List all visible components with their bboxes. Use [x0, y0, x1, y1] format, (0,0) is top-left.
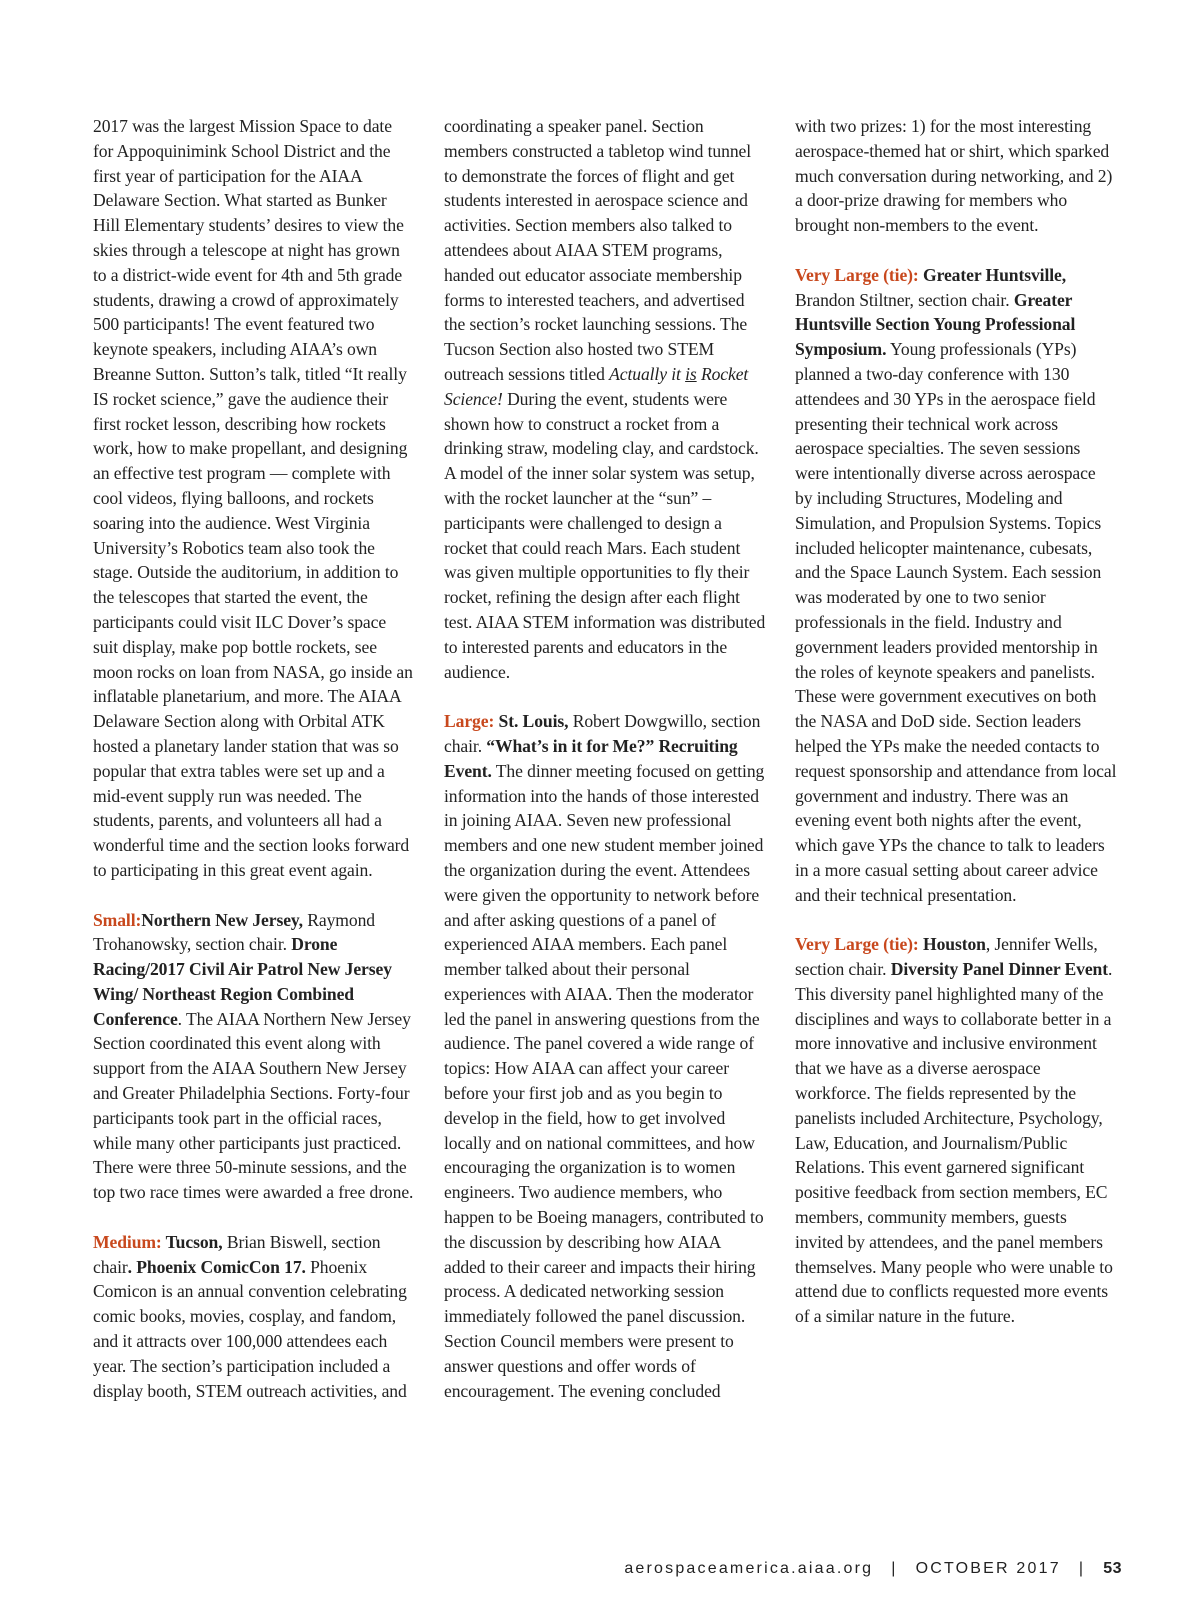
event-name: Greater Huntsville Section Young Professional Symposium.: [795, 289, 1076, 360]
award-very-large-huntsville-paragraph: [795, 263, 1117, 908]
article-column-3: [795, 114, 1117, 1354]
article-column-2: [444, 114, 766, 1428]
award-large-paragraph: [444, 709, 766, 1403]
tucson-continued-paragraph: coordinating a speaker panel. Section members constructed a tabletop wind tunnel to demonstrate the forces of flight and get students interested in aerospace science and activities. Section members also talked to attendees about AIAA STEM programs, handed out educator associate membership forms to interested teachers, and advertised the section’s rocket launching sessions. The Tucson Section also hosted two STEM outreach sessions titled Actually it is Rocket Science! During the event, students were shown how to construct a rocket from a drinking straw, modeling clay, and cardstock. A model of the inner solar system was setup, with the rocket launcher at the “sun” – participants were challenged to design a rocket that could reach Mars. Each student was given multiple opportunities to fly their rocket, refining the design after each flight test. AIAA STEM information was distributed to interested parents and educators in the audience.: [444, 116, 766, 682]
award-category-label: Very Large (tie):: [795, 934, 919, 955]
section-chair: Brian Biswell, section chair: [93, 1231, 381, 1277]
event-name: . Phoenix ComicCon 17.: [127, 1256, 306, 1277]
section-chair: Brandon Stiltner, section chair.: [795, 289, 1014, 310]
footer-separator: |: [1078, 1560, 1086, 1577]
footer-website: aerospaceamerica.aiaa.org: [624, 1560, 874, 1577]
section-name: Greater Huntsville,: [918, 264, 1067, 285]
award-small-paragraph: [93, 908, 415, 1206]
section-name: Northern New Jersey,: [141, 909, 303, 930]
section-name: Tucson,: [161, 1231, 223, 1252]
award-category-label: Medium:: [93, 1231, 162, 1252]
article-column-1: [93, 114, 415, 1428]
section-name: St. Louis,: [494, 711, 569, 732]
section-chair: Raymond Trohanowsky, section chair.: [93, 909, 375, 955]
footer-issue-date: OCTOBER 2017: [915, 1560, 1061, 1577]
award-category-label: Large:: [444, 711, 495, 732]
section-chair: Robert Dowgwillo, section chair.: [444, 711, 761, 756]
session-title: Actually it is Rocket Science!: [444, 363, 749, 409]
event-name: Diversity Panel Dinner Event: [890, 959, 1109, 980]
event-name: Drone Racing/2017 Civil Air Patrol New Jersey Wing/ Northeast Region Combined Conference: [93, 934, 392, 1029]
page-footer: [624, 1560, 1122, 1578]
page-number: 53: [1103, 1560, 1122, 1577]
section-name: Houston: [918, 934, 986, 955]
st-louis-continued-paragraph: with two prizes: 1) for the most interesting aerospace-themed hat or shirt, which sparked much conversation during networking, and 2) a door-prize drawing for members who brought non-members to the event.: [795, 116, 1113, 236]
intro-paragraph: 2017 was the largest Mission Space to date for Appoquinimink School District and the first year of participation for the AIAA Delaware Section. What started as Bunker Hill Elementary students’ desires to view the skies through a telescope at night has grown to a district-wide event for 4th and 5th grade students, drawing a crowd of approximately 500 participants! The event featured two keynote speakers, including AIAA’s own Breanne Sutton. Sutton’s talk, titled “It really IS rocket science,” gave the audience their first rocket lesson, describing how rockets work, how to make propellant, and designing an effective test program — complete with cool videos, flying balloons, and rockets soaring into the audience. West Virginia University’s Robotics team also took the stage. Outside the auditorium, in addition to the telescopes that started the event, the participants could visit ILC Dover’s space suit display, make pop bottle rockets, see moon rocks on loan from NASA, go inside an inflatable planetarium, and more. The AIAA Delaware Section along with Orbital ATK hosted a planetary lander station that was so popular that extra tables were set up and a mid-event supply run was needed. The students, parents, and volunteers all had a wonderful time and the section looks forward to participating in this great event again.: [93, 116, 413, 880]
award-category-label: Small:: [93, 909, 142, 930]
section-chair: , Jennifer Wells, section chair.: [795, 934, 1098, 980]
award-very-large-houston-paragraph: [795, 932, 1117, 1329]
event-description: Phoenix Comicon is an annual convention celebrating comic books, movies, cosplay, and fandom, and it attracts over 100,000 attendees each year. The section’s participation included a display booth, STEM outreach activities, and: [93, 1256, 407, 1401]
event-name: “What’s in it for Me?” Recruiting Event.: [444, 735, 738, 781]
event-description: . This diversity panel highlighted many of the disciplines and ways to collaborate better in a more innovative and inclusive environment that we have as a diverse aerospace workforce. The fields represented by the panelists included Architecture, Psychology, Law, Education, and Journalism/Public Relations. This event garnered significant positive feedback from section members, EC members, community members, guests invited by attendees, and the panel members themselves. Many people who were unable to attend due to conflicts requested more events of a similar nature in the future.: [795, 959, 1113, 1327]
event-description: The dinner meeting focused on getting information into the hands of those interested in joining AIAA. Seven new professional members and one new student member joined the organization during the event. Attendees were given the opportunity to network before and after asking questions of a panel of experienced AIAA members. Each panel member talked about their personal experiences with AIAA. Then the moderator led the panel in answering questions from the audience. The panel covered a wide range of topics: How AIAA can affect your career before your first job and as you begin to develop in the field, how to get involved locally and on national committees, and how encouraging the organization is to women engineers. Two audience members, who happen to be Boeing managers, contributed to the discussion by describing how AIAA added to their career and impacts their hiring process. A dedicated networking session immediately followed the panel discussion. Section Council members were present to answer questions and offer words of encouragement. The evening concluded: [444, 760, 765, 1401]
event-description: Young professionals (YPs) planned a two-day conference with 130 attendees and 30 YPs in the aerospace field presenting their technical work across aerospace specialties. The seven sessions were intentionally diverse across aerospace by including Structures, Modeling and Simulation, and Propulsion Systems. Topics included helicopter maintenance, cubesats, and the Space Launch System. Each session was moderated by one to two senior professionals in the field. Industry and government leaders provided mentorship in the roles of keynote speakers and panelists. These were government executives on both the NASA and DoD side. Section leaders helped the YPs make the needed contacts to request sponsorship and attendance from local government and industry. There was an evening event both nights after the event, which gave YPs the chance to talk to leaders in a more casual setting about career advice and their technical presentation.: [795, 339, 1117, 905]
event-description: . The AIAA Northern New Jersey Section coordinated this event along with support from the AIAA Southern New Jersey and Greater Philadelphia Sections. Forty-four participants took part in the official races, while many other participants just practiced. There were three 50-minute sessions, and the top two race times were awarded a free drone.: [93, 1008, 414, 1203]
award-category-label: Very Large (tie):: [795, 264, 919, 285]
footer-separator: |: [891, 1560, 898, 1577]
award-medium-paragraph: [93, 1230, 415, 1404]
